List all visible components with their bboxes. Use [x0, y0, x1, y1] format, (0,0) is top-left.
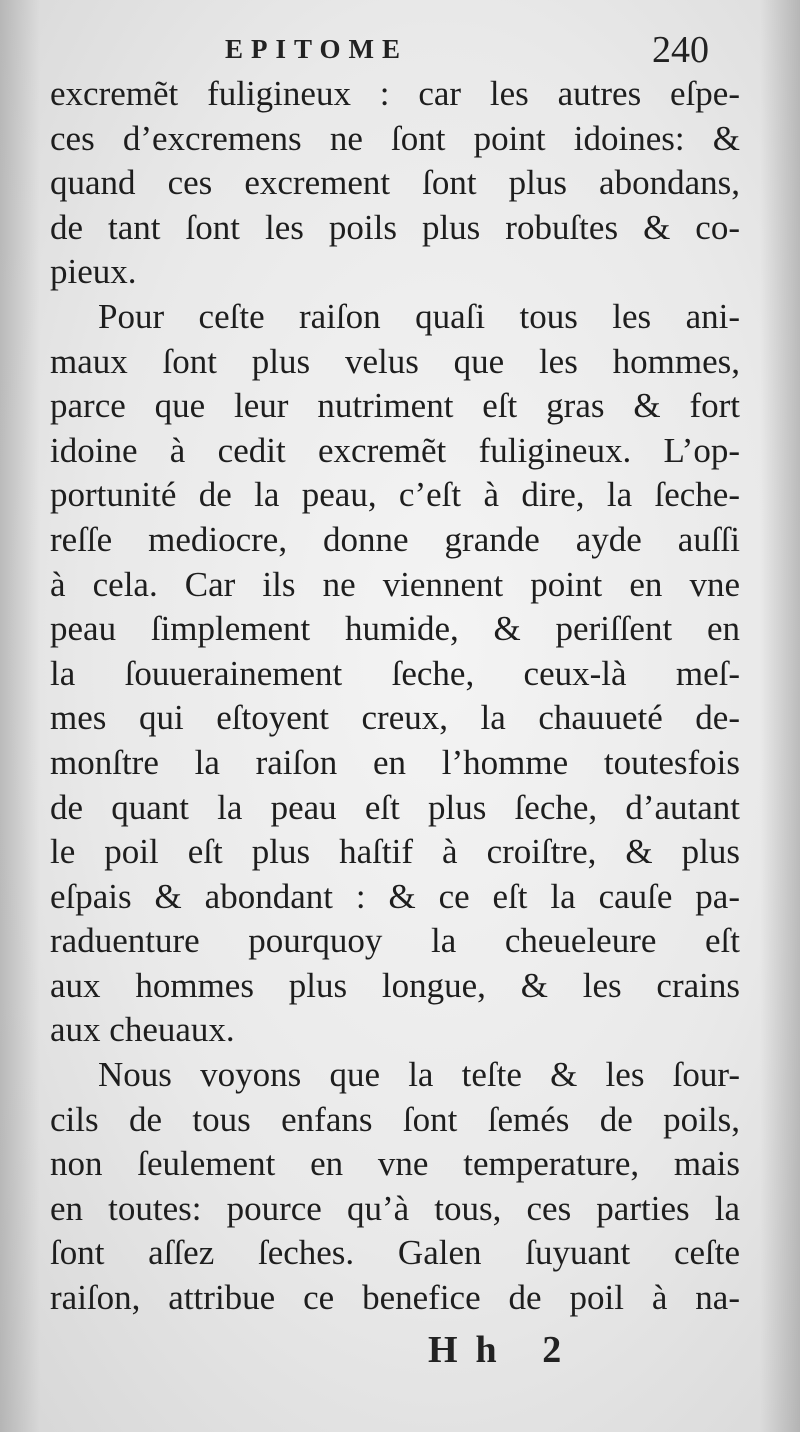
- running-head-title: EPITOME: [225, 34, 409, 64]
- running-head: [0, 28, 800, 71]
- body-text: [50, 72, 740, 1321]
- text-line: raiſon, attribue ce benefice de poil à na-: [50, 1278, 740, 1318]
- text-line: le poil eſt plus haſtif à croiſtre, & plus: [50, 832, 740, 872]
- text-line: idoine à cedit excremẽt fuligineux. L’op-: [50, 430, 740, 470]
- text-line: cils de tous enfans ſont ſemés de poils,: [50, 1099, 740, 1139]
- text-line: à cela. Car ils ne viennent point en vne: [50, 564, 740, 604]
- page-number: 240: [652, 29, 709, 71]
- text-line: raduenture pourquoy la cheueleure eſt: [50, 921, 740, 961]
- text-line: en toutes: pource qu’à tous, ces parties la: [50, 1188, 740, 1228]
- text-line: quand ces excrement ſont plus abondans,: [50, 163, 740, 203]
- text-line: peau ſimplement humide, & periſſent en: [50, 609, 740, 649]
- text-line: mes qui eſtoyent creux, la chauueté de-: [50, 698, 740, 738]
- text-line: Nous voyons que la teſte & les ſour-: [98, 1055, 740, 1095]
- text-line: reſſe mediocre, donne grande ayde auſſi: [50, 519, 740, 559]
- signature-mark: Hh 2: [428, 1329, 580, 1371]
- text-line: ſont aſſez ſeches. Galen ſuyuant ceſte: [50, 1233, 740, 1273]
- text-line: excremẽt fuligineux : car les autres eſpe-: [50, 74, 740, 113]
- text-line: aux cheuaux.: [50, 1010, 235, 1050]
- text-line: aux hommes plus longue, & les crains: [50, 965, 740, 1005]
- text-line: de quant la peau eſt plus ſeche, d’autant: [50, 787, 740, 827]
- text-line: ces d’excremens ne ſont point idoines: &: [50, 118, 740, 158]
- text-line: portunité de la peau, c’eſt à dire, la ſeche-: [50, 475, 740, 515]
- text-line: parce que leur nutriment eſt gras & fort: [50, 386, 740, 426]
- text-line: eſpais & abondant : & ce eſt la cauſe pa-: [50, 876, 740, 916]
- text-line: de tant ſont les poils plus robuſtes & co-: [50, 207, 740, 247]
- text-line: maux ſont plus velus que les hommes,: [50, 341, 740, 381]
- text-line: non ſeulement en vne temperature, mais: [50, 1144, 740, 1184]
- text-line: pieux.: [50, 252, 137, 292]
- text-line: Pour ceſte raiſon quaſi tous les ani-: [98, 296, 740, 336]
- text-line: monſtre la raiſon en l’homme toutesfois: [50, 742, 740, 782]
- text-line: la ſouuerainement ſeche, ceux-là meſ-: [50, 653, 740, 693]
